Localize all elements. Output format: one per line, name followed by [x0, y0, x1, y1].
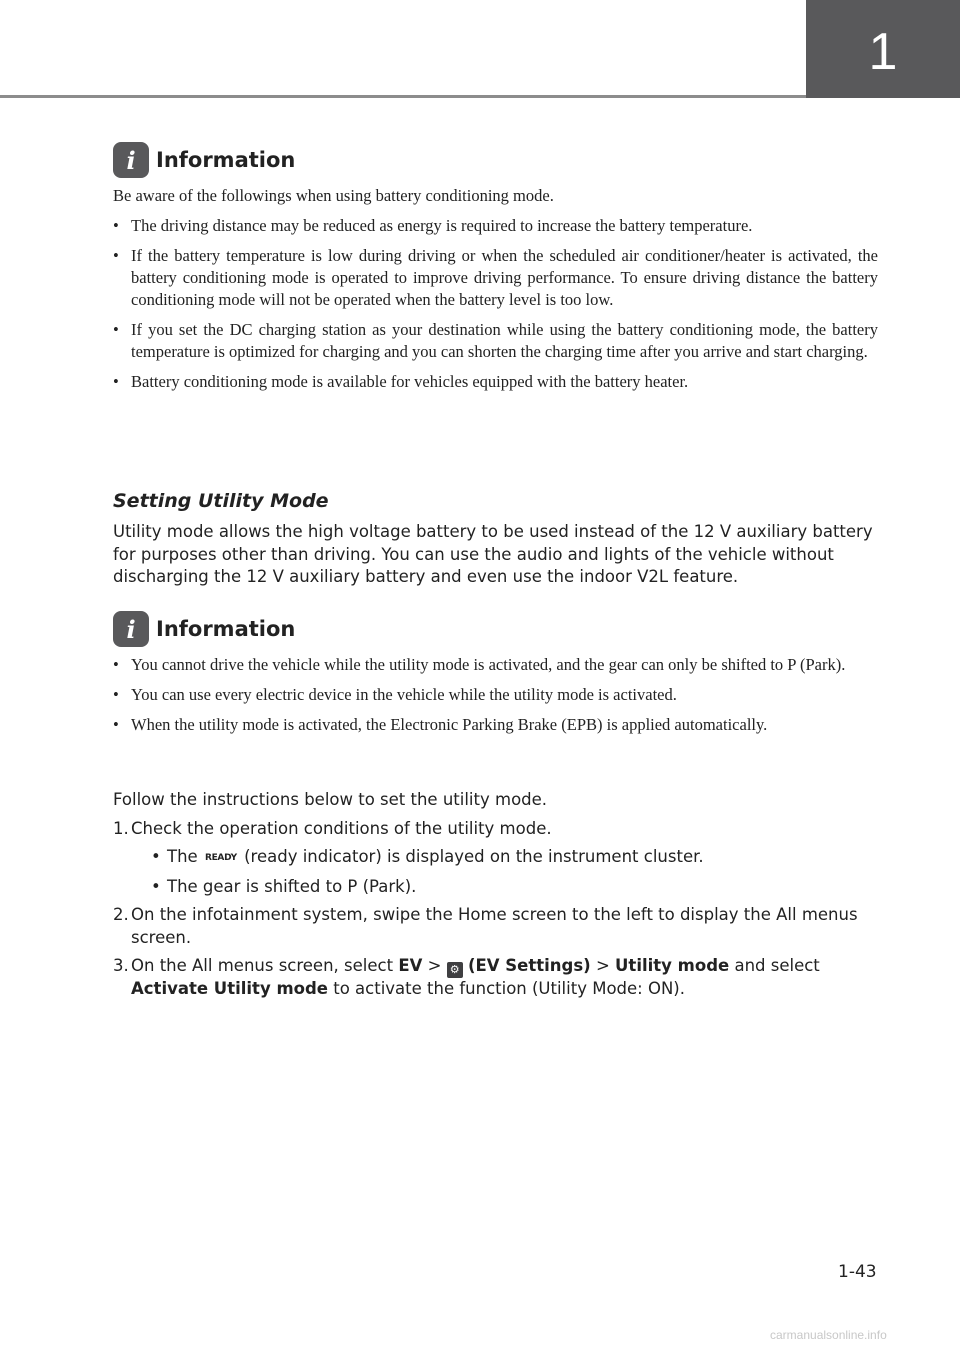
info-bullet-list [113, 215, 878, 393]
list-item: • The gear is shifted to P (Park). [151, 876, 417, 896]
list-item: • You cannot drive the vehicle while the utility mode is activated, and the gear can only be shifted to P (Park). [113, 655, 846, 674]
section-title: Setting Utility Mode [113, 490, 329, 512]
info-heading-1 [113, 142, 295, 178]
info-title: Information [156, 148, 296, 172]
info-title: Information [156, 617, 296, 641]
step-2: 2. On the infotainment system, swipe the Home screen to the left to display the All menus screen. [113, 905, 858, 947]
step-1-conditions [131, 846, 879, 898]
gear-icon: ⚙ [447, 962, 463, 978]
info-body-1 [113, 185, 878, 401]
list-item: • When the utility mode is activated, the Electronic Parking Brake (EPB) is applied automatically. [113, 715, 768, 734]
list-item: • If you set the DC charging station as your destination while using the battery conditioning mode, the battery temperature is optimized for charging and you can shorten the charging time after you arrive and start charging. [113, 320, 878, 361]
list-item: • Battery conditioning mode is available for vehicles equipped with the battery heater. [113, 372, 689, 391]
page-number: 1-43 [838, 1262, 877, 1282]
step-3: 3. On the All menus screen, select EV > ⚙ (EV Settings) > Utility mode and select Activate Utility mode to activate the function (Utility Mode: ON). [113, 956, 820, 998]
header-rule [0, 95, 806, 98]
info-heading-2 [113, 611, 295, 647]
instructions-intro: Follow the instructions below to set the utility mode. [113, 790, 548, 809]
info-intro: Be aware of the followings when using battery conditioning mode. [113, 186, 554, 205]
list-item: • The READY (ready indicator) is displayed on the instrument cluster. [131, 846, 879, 870]
step-1: 1. Check the operation conditions of the utility mode. • The READY (ready indicator) is displayed on the instrument cluster. • The gear is shifted to P (Park). [113, 818, 879, 899]
section-body: Utility mode allows the high voltage battery to be used instead of the 12 V auxiliary battery for purposes other than driving. You can use the audio and lights of the vehicle without discharging the 12 V auxiliary battery and even use the indoor V2L feature. [113, 522, 873, 586]
list-item: • You can use every electric device in the vehicle while the utility mode is activated. [113, 685, 677, 704]
list-item: • If the battery temperature is low during driving or when the scheduled air conditioner/heater is activated, the battery conditioning mode is operated to improve driving performance. To ensure driving distance the battery conditioning mode will not be operated when the battery level is too low. [113, 246, 878, 309]
info-icon: i [113, 142, 149, 178]
ready-indicator-icon: READY [204, 853, 237, 863]
info-icon: i [113, 611, 149, 647]
watermark: carmanualsonline.info [770, 1328, 887, 1342]
info-body-2 [113, 654, 878, 744]
instructions [113, 789, 879, 1001]
list-item: • The driving distance may be reduced as energy is required to increase the battery temperature. [113, 216, 753, 235]
info-bullet-list [113, 654, 878, 736]
chapter-number: 1 [868, 23, 898, 81]
chapter-tab [806, 0, 960, 98]
